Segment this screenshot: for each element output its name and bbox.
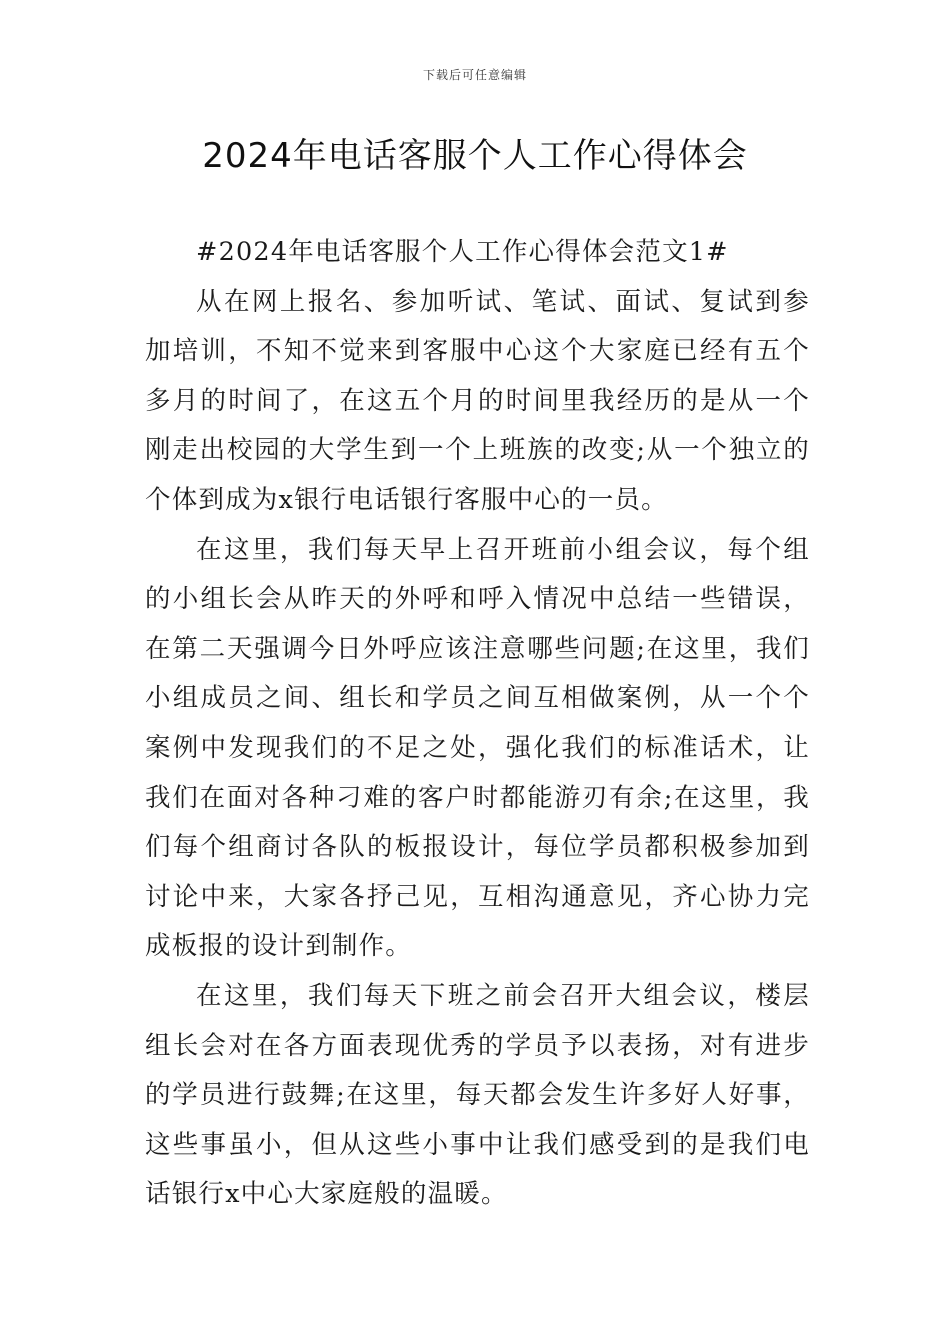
header-note: 下载后可任意编辑 (422, 68, 527, 82)
document-body (145, 228, 810, 1220)
paragraph: 在这里，我们每天早上召开班前小组会议，每个组的小组长会从昨天的外呼和呼入情况中总结一些错误，在第二天强调今日外呼应该注意哪些问题;在这里，我们小组成员之间、组长和学员之间互相做案例，从一个个案例中发现我们的不足之处，强化我们的标准话术，让我们在面对各种刁难的客户时都能游刃有余;在这里，我们每个组商讨各队的板报设计，每位学员都积极参加到讨论中来，大家各抒己见，互相沟通意见，齐心协力完成板报的设计到制作。 (145, 534, 810, 962)
section-heading: #2024年电话客服个人工作心得体会范文1# (196, 237, 729, 267)
paragraph: 从在网上报名、参加听试、笔试、面试、复试到参加培训，不知不觉来到客服中心这个大家庭已经有五个多月的时间了，在这五个月的时间里我经历的是从一个刚走出校园的大学生到一个上班族的改变;从一个独立的个体到成为x银行电话银行客服中心的一员。 (145, 286, 810, 515)
document-title: 2024年电话客服个人工作心得体会 (202, 136, 748, 176)
paragraph: 在这里，我们每天下班之前会召开大组会议，楼层组长会对在各方面表现优秀的学员予以表扬，对有进步的学员进行鼓舞;在这里，每天都会发生许多好人好事，这些事虽小，但从这些小事中让我们感受到的是我们电话银行x中心大家庭般的温暖。 (145, 980, 810, 1210)
